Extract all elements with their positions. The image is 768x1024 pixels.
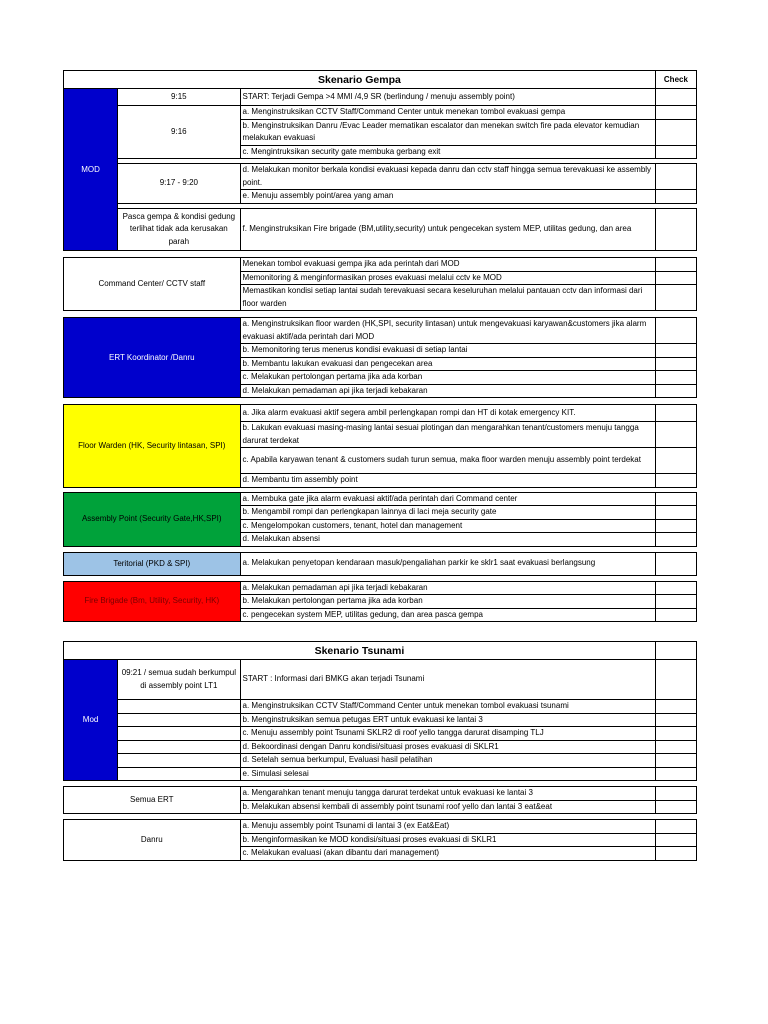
task-ap-b: b. Mengambil rompi dan perlengkapan lainnya di laci meja security gate (240, 506, 655, 520)
role-semua-ert: Semua ERT (64, 787, 241, 814)
gempa-table (63, 70, 697, 622)
check-cell[interactable] (655, 89, 696, 106)
task-tsu-ert-b: b. Melakukan absensi kembali di assembly point tsunami roof yello dan lantai 3 eat&eat (240, 800, 655, 814)
tsunami-title-row (64, 642, 697, 660)
task-ert-d: d. Melakukan pemadaman api jika terjadi kebakaran (240, 384, 655, 398)
task-ter-a: a. Melakukan penyetopan kendaraan masuk/pengaliahan parkir ke sklr1 saat evakuasi berlangsung (240, 552, 655, 575)
role-assembly-point: Assembly Point (Security Gate,HK,SPI) (64, 492, 241, 546)
check-cell[interactable] (655, 190, 696, 204)
role-teritorial: Teritorial (PKD & SPI) (64, 552, 241, 575)
tsunami-table (63, 641, 697, 861)
check-cell[interactable] (655, 448, 696, 474)
task-mod-d: d. Melakukan monitor berkala kondisi evakuasi kepada danru dan cctv staff hingga semua terevakuasi ke assembly point. (240, 164, 655, 190)
gempa-title: Skenario Gempa (64, 71, 656, 89)
task-ap-d: d. Melakukan absensi (240, 533, 655, 547)
time-915: 9:15 (118, 89, 240, 106)
task-cc-2: Memonitoring & menginformasikan proses evakuasi melalui cctv ke MOD (240, 271, 655, 285)
task-cc-1: Menekan tombol evakuasi gempa jika ada perintah dari MOD (240, 258, 655, 272)
task-fb-c: c. pengecekan system MEP, utilitas gedung, dan area pasca gempa (240, 608, 655, 622)
check-cell[interactable] (655, 595, 696, 609)
role-mod-tsunami: Mod (64, 660, 118, 781)
check-cell[interactable] (655, 119, 696, 145)
tsunami-title: Skenario Tsunami (64, 642, 656, 660)
check-cell[interactable] (655, 405, 696, 422)
check-cell[interactable] (655, 800, 696, 814)
task-danru-a: a. Menuju assembly point Tsunami di lantai 3 (ex Eat&Eat) (240, 820, 655, 834)
task-mod-c: c. Mengintruksikan security gate membuka gerbang exit (240, 145, 655, 159)
check-cell[interactable] (655, 422, 696, 448)
role-command-center: Command Center/ CCTV staff (64, 258, 241, 311)
check-cell[interactable] (655, 164, 696, 190)
check-cell[interactable] (655, 506, 696, 520)
task-tsu-mod-a: a. Menginstruksikan CCTV Staff/Command Center untuk menekan tombol evakuasi tsunami (240, 700, 655, 714)
check-cell[interactable] (655, 344, 696, 358)
check-cell[interactable] (655, 285, 696, 311)
task-start-gempa: START: Terjadi Gempa >4 MMI /4,9 SR (berlindung / menuju assembly point) (240, 89, 655, 106)
task-mod-b: b. Menginstruksikan Danru /Evac Leader mematikan escalator dan menekan switch fire pada elevator kemudian melakukan evakuasi (240, 119, 655, 145)
check-cell[interactable] (655, 145, 696, 159)
task-ert-c: c. Melakukan pertolongan pertama jika ada korban (240, 371, 655, 385)
role-floor-warden: Floor Warden (HK, Security lintasan, SPI) (64, 405, 241, 488)
check-cell[interactable] (655, 820, 696, 834)
check-header: Check (655, 71, 696, 89)
role-mod: MOD (64, 89, 118, 251)
check-cell[interactable] (655, 700, 696, 714)
task-fw-b: b. Lakukan evakuasi masing-masing lantai sesuai plotingan dan mengarahkan tenant/customers menuju tangga darurat terdekat (240, 422, 655, 448)
time-0921: 09:21 / semua sudah berkumpul di assembly point LT1 (118, 660, 240, 700)
task-fw-c: c. Apabila karyawan tenant & customers sudah turun semua, maka floor warden menuju assembly point terdekat (240, 448, 655, 474)
task-ert-b1: b. Memonitoring terus menerus kondisi evakuasi di setiap lantai (240, 344, 655, 358)
check-cell[interactable] (655, 608, 696, 622)
task-start-tsunami: START : Informasi dari BMKG akan terjadi Tsunami (240, 660, 655, 700)
check-cell[interactable] (655, 106, 696, 120)
task-mod-a: a. Menginstruksikan CCTV Staff/Command Center untuk menekan tombol evakuasi gempa (240, 106, 655, 120)
role-ert-koordinator: ERT Koordinator /Danru (64, 318, 241, 398)
time-916: 9:16 (118, 106, 240, 159)
time-pasca-gempa: Pasca gempa & kondisi gedung terlihat tidak ada kerusakan parah (118, 209, 240, 251)
check-cell[interactable] (655, 581, 696, 595)
check-cell[interactable] (655, 371, 696, 385)
task-tsu-mod-c: c. Menuju assembly point Tsunami SKLR2 di roof yello tangga darurat disamping TLJ (240, 727, 655, 741)
check-cell[interactable] (655, 642, 696, 660)
check-cell[interactable] (655, 833, 696, 847)
task-mod-e: e. Menuju assembly point/area yang aman (240, 190, 655, 204)
task-ert-a: a. Menginstruksikan floor warden (HK,SPI, security lintasan) untuk mengevakuasi karyawan&customers jika alarm evakuasi aktif/ada perintah dari MOD (240, 318, 655, 344)
task-tsu-mod-d1: d. Bekoordinasi dengan Danru kondisi/situasi proses evakuasi di SKLR1 (240, 740, 655, 754)
task-fb-b: b. Melakukan pertolongan pertama jika ada korban (240, 595, 655, 609)
task-tsu-mod-d2: d. Setelah semua berkumpul, Evaluasi hasil pelatihan (240, 754, 655, 768)
check-cell[interactable] (655, 209, 696, 251)
check-cell[interactable] (655, 474, 696, 488)
check-cell[interactable] (655, 271, 696, 285)
task-mod-f: f. Menginstruksikan Fire brigade (BM,utility,security) untuk pengecekan system MEP, utilitas gedung, dan area (240, 209, 655, 251)
check-cell[interactable] (655, 492, 696, 506)
check-cell[interactable] (655, 258, 696, 272)
check-cell[interactable] (655, 519, 696, 533)
check-cell[interactable] (655, 727, 696, 741)
role-fire-brigade: Fire Brigade (Bm, Utility, Security, HK) (64, 581, 241, 622)
check-cell[interactable] (655, 754, 696, 768)
check-cell[interactable] (655, 384, 696, 398)
task-tsu-ert-a: a. Mengarahkan tenant menuju tangga darurat terdekat untuk evakuasi ke lantai 3 (240, 787, 655, 801)
time-917-920: 9:17 - 9:20 (118, 164, 240, 204)
task-ap-a: a. Membuka gate jika alarm evakuasi aktif/ada perintah dari Command center (240, 492, 655, 506)
task-danru-c: c. Melakukan evaluasi (akan dibantu dari management) (240, 847, 655, 861)
check-cell[interactable] (655, 787, 696, 801)
check-cell[interactable] (655, 767, 696, 781)
task-danru-b: b. Menginformasikan ke MOD kondisi/situasi proses evakuasi di SKLR1 (240, 833, 655, 847)
task-fb-a: a. Melakukan pemadaman api jika terjadi kebakaran (240, 581, 655, 595)
task-tsu-mod-b: b. Menginstruksikan semua petugas ERT untuk evakuasi ke lantai 3 (240, 713, 655, 727)
task-ert-b2: b. Membantu lakukan evakuasi dan pengecekan area (240, 357, 655, 371)
check-cell[interactable] (655, 847, 696, 861)
task-cc-3: Memastikan kondisi setiap lantai sudah terevakuasi secara keseluruhan melalui pantauan cctv dan informasi dari floor warden (240, 285, 655, 311)
check-cell[interactable] (655, 357, 696, 371)
gempa-title-row (64, 71, 697, 89)
check-cell[interactable] (655, 660, 696, 700)
check-cell[interactable] (655, 318, 696, 344)
task-fw-d: d. Membantu tim assembly point (240, 474, 655, 488)
check-cell[interactable] (655, 713, 696, 727)
task-fw-a: a. Jika alarm evakuasi aktif segera ambil perlengkapan rompi dan HT di kotak emergency KIT. (240, 405, 655, 422)
task-tsu-mod-e: e. Simulasi selesai (240, 767, 655, 781)
check-cell[interactable] (655, 552, 696, 575)
check-cell[interactable] (655, 740, 696, 754)
task-ap-c: c. Mengelompokan customers, tenant, hotel dan management (240, 519, 655, 533)
role-danru: Danru (64, 820, 241, 861)
check-cell[interactable] (655, 533, 696, 547)
